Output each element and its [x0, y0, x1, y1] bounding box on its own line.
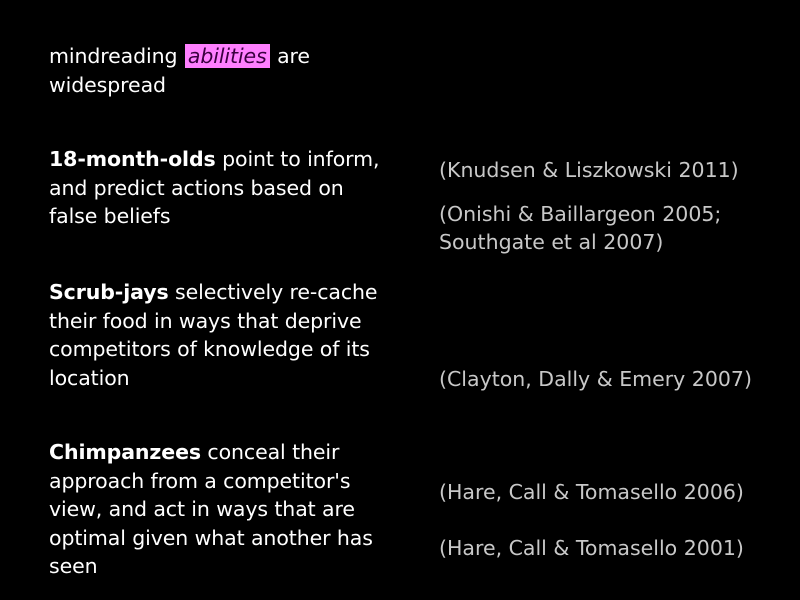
citation: (Hare, Call & Tomasello 2006) [439, 480, 744, 504]
citation: (Knudsen & Liszkowski 2011) [439, 158, 739, 182]
point-subject: Scrub-jays [49, 280, 169, 304]
point-chimpanzees [49, 438, 389, 581]
point-subject: 18-month-olds [49, 147, 216, 171]
point-infants [49, 145, 389, 231]
headline-after: are widespread [49, 44, 310, 97]
citation: (Clayton, Dally & Emery 2007) [439, 367, 752, 391]
headline-highlight: abilities [185, 44, 270, 68]
headline-before: mindreading [49, 44, 178, 68]
point-text: selectively re-cache their food in ways that deprive competitors of knowledge of its location [49, 280, 378, 390]
point-text: conceal their approach from a competitor's view, and act in ways that are optimal given what another has seen [49, 440, 373, 578]
citation: (Onishi & Baillargeon 2005; Southgate et al 2007) [439, 202, 722, 254]
point-text: point to inform, and predict actions based on false beliefs [49, 147, 380, 228]
point-scrub-jays [49, 278, 379, 392]
point-subject: Chimpanzees [49, 440, 201, 464]
headline [49, 42, 389, 99]
citation: (Hare, Call & Tomasello 2001) [439, 536, 744, 560]
